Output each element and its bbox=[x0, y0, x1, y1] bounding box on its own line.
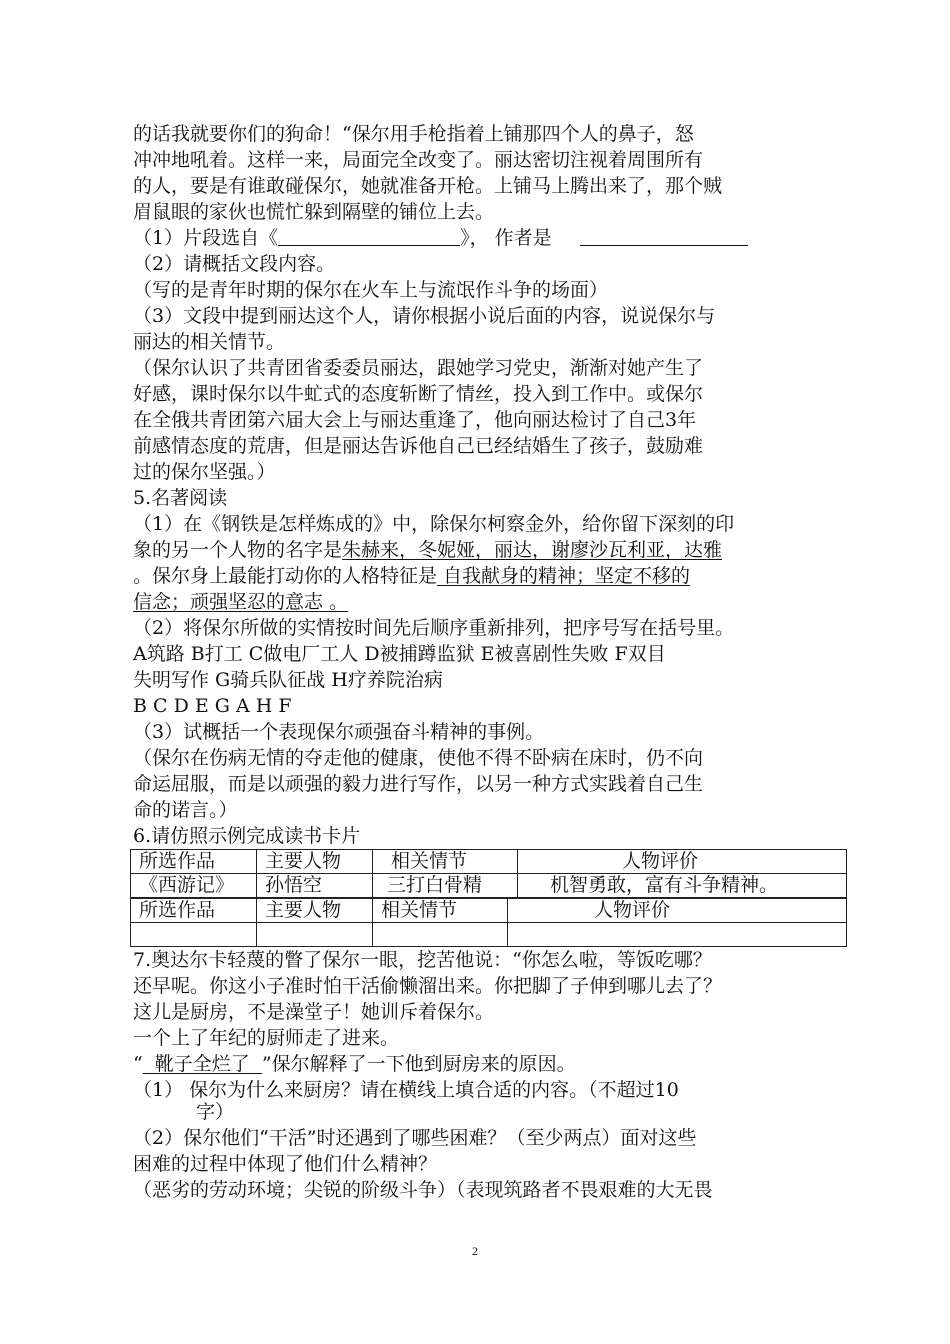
card-blank-cell[interactable] bbox=[373, 923, 508, 947]
section-5-q3-answer-line: 命运屈服，而是以顽强的毅力进行写作，以另一种方式实践着自己生 bbox=[133, 773, 704, 795]
section-7-line: 还早呢。你这小子准时怕干活偷懒溜出来。你把脚了子伸到哪儿去了？ bbox=[133, 975, 723, 997]
section-5-q2-options: 失明写作 G骑兵队征战 H疗养院治病 bbox=[133, 669, 443, 691]
section-5-q1-text: 象的另一个人物的名字是 bbox=[133, 539, 343, 561]
card-header-cell: 所选作品 bbox=[131, 850, 257, 874]
question-3-line: 丽达的相关情节。 bbox=[133, 331, 286, 353]
card-header-row bbox=[131, 899, 847, 923]
passage-line: 的话我就要你们的狗命！“保尔用手枪指着上铺那四个人的鼻子，怒 bbox=[133, 123, 694, 145]
trait-answer: 自我献身的精神；坚定不移的 bbox=[437, 565, 691, 587]
section-7-line: 一个上了年纪的厨师走了进来。 bbox=[133, 1027, 400, 1049]
trait-answer-cont: 信念；顽强坚忍的意志 。 bbox=[133, 591, 349, 613]
question-3-answer-line: 好感，课时保尔以牛虻式的态度斩断了情丝，投入到工作中。或保尔 bbox=[133, 383, 704, 405]
card-header-cell: 所选作品 bbox=[131, 899, 257, 923]
section-7-q1: （1） 保尔为什么来厨房？请在横线上填合适的内容。（不超过10 bbox=[133, 1079, 679, 1101]
question-1-prefix: （1）片段选自《 bbox=[133, 227, 279, 249]
section-5-q1-text: 。保尔身上最能打动你的人格特征是 bbox=[133, 565, 438, 587]
section-7-q2: （2）保尔他们“干活”时还遇到了哪些困难？（至少两点）面对这些 bbox=[133, 1127, 697, 1149]
card-cell: 机智勇敢，富有斗争精神。 bbox=[518, 874, 847, 898]
question-2: （2）请概括文段内容。 bbox=[133, 253, 336, 275]
passage-line: 冲冲地吼着。这样一来，局面完全改变了。丽达密切注视着周围所有 bbox=[133, 149, 704, 171]
section-5-q1-line bbox=[133, 537, 823, 563]
section-5-q2: （2）将保尔所做的实情按时间先后顺序重新排列，把序号写在括号里。 bbox=[133, 617, 735, 639]
quote-open: “ bbox=[133, 1053, 143, 1075]
question-3-answer-line: 过的保尔坚强。） bbox=[133, 461, 276, 483]
section-5-q1-line bbox=[133, 589, 823, 615]
question-3-answer-line: （保尔认识了共青团省委委员丽达，跟她学习党史，渐渐对她产生了 bbox=[133, 357, 704, 379]
example-reading-card bbox=[130, 849, 847, 898]
card-cell: 《西游记》 bbox=[131, 874, 257, 898]
section-5-q3-answer-line: （保尔在伤病无情的夺走他的健康，使他不得不卧病在床时，仍不向 bbox=[133, 747, 704, 769]
section-5-q3-answer-line: 命的诺言。） bbox=[133, 799, 238, 821]
card-blank-cell[interactable] bbox=[131, 923, 257, 947]
author-blank[interactable] bbox=[580, 227, 748, 246]
section-6-title: 6.请仿照示例完成读书卡片 bbox=[133, 825, 361, 847]
card-header-cell: 人物评价 bbox=[508, 899, 847, 923]
passage-line: 的人，要是有谁敢碰保尔，她就准备开枪。上铺马上腾出来了，那个贼 bbox=[133, 175, 723, 197]
card-header-cell: 相关情节 bbox=[373, 850, 518, 874]
card-cell: 孙悟空 bbox=[257, 874, 373, 898]
page-number: 2 bbox=[472, 1244, 478, 1258]
quote-answer: 靴子全烂了 bbox=[142, 1053, 262, 1075]
question-3-answer-line: 前感情态度的荒唐，但是丽达告诉他自己已经结婚生了孩子，鼓励难 bbox=[133, 435, 704, 457]
section-5-q1-line: （1）在《钢铁是怎样炼成的》中，除保尔柯察金外，给你留下深刻的印 bbox=[133, 513, 735, 535]
question-1-mid: 》， 作者是 bbox=[460, 227, 552, 249]
section-5-title: 5.名著阅读 bbox=[133, 487, 228, 509]
section-7-answer: （恶劣的劳动环境；尖锐的阶级斗争）（表现筑路者不畏艰难的大无畏 bbox=[133, 1179, 713, 1201]
card-blank-cell[interactable] bbox=[257, 923, 373, 947]
section-5-q1-line bbox=[133, 563, 823, 589]
question-3-line: （3）文段中提到丽达这个人，请你根据小说后面的内容，说说保尔与 bbox=[133, 305, 716, 327]
section-7-quote-line bbox=[133, 1051, 823, 1077]
card-header-cell: 人物评价 bbox=[518, 850, 847, 874]
card-header-cell: 主要人物 bbox=[257, 899, 373, 923]
question-1-line bbox=[133, 225, 823, 251]
section-7-q2-cont: 困难的过程中体现了他们什么精神？ bbox=[133, 1153, 438, 1175]
passage-line: 眉鼠眼的家伙也慌忙躲到隔壁的铺位上去。 bbox=[133, 201, 495, 223]
card-cell: 三打白骨精 bbox=[373, 874, 518, 898]
card-example-row bbox=[131, 874, 847, 898]
section-7-line: 这儿是厨房，不是澡堂子！她训斥着保尔。 bbox=[133, 1001, 495, 1023]
card-header-cell: 相关情节 bbox=[373, 899, 508, 923]
question-3-answer-line: 在全俄共青团第六届大会上与丽达重逢了，他向丽达检讨了自己3年 bbox=[133, 409, 697, 431]
question-2-answer: （写的是青年时期的保尔在火车上与流氓作斗争的场面） bbox=[133, 279, 609, 301]
character-names-answer: 朱赫来，冬妮娅，丽达，谢廖沙瓦利亚，达雅 bbox=[342, 539, 723, 561]
book-title-blank[interactable] bbox=[278, 227, 460, 246]
blank-reading-card bbox=[130, 898, 847, 947]
section-7-q1-cont: 字） bbox=[196, 1101, 235, 1123]
card-header-row bbox=[131, 850, 847, 874]
section-5-q3: （3）试概括一个表现保尔顽强奋斗精神的事例。 bbox=[133, 721, 545, 743]
card-header-cell: 主要人物 bbox=[257, 850, 373, 874]
quote-rest: ”保尔解释了一下他到厨房来的原因。 bbox=[261, 1053, 576, 1075]
card-blank-cell[interactable] bbox=[508, 923, 847, 947]
section-5-q2-answer: B C D E G A H F bbox=[133, 695, 292, 717]
section-5-q2-options: A筑路 B打工 C做电厂工人 D被捕蹲监狱 E被喜剧性失败 F双目 bbox=[133, 643, 666, 665]
section-7-line: 7.奥达尔卡轻蔑的瞥了保尔一眼，挖苦他说：“你怎么啦，等饭吃哪？ bbox=[133, 949, 712, 971]
card-blank-row bbox=[131, 923, 847, 947]
